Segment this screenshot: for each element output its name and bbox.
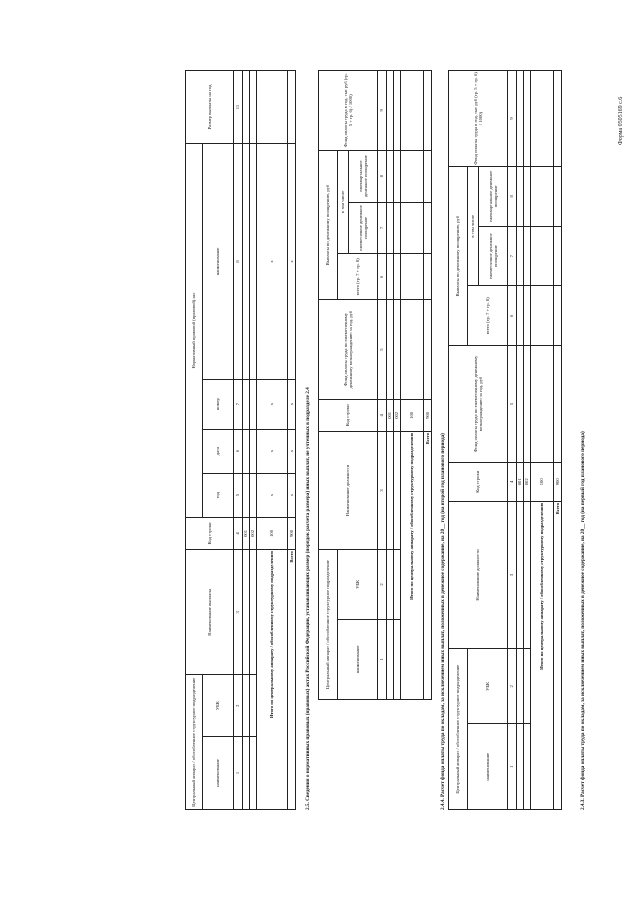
th-position: Наименование должности [449, 501, 508, 648]
th-fund-year: Фонд оплаты труда в год, тыс руб (гр. 5 + гр. 6) / 1000) [449, 71, 508, 167]
form-number: Форма 0505169 с.6 [618, 96, 624, 145]
table-row: Итого по центральному аппарату / обособленному структурному подразделению 100 x x x x [257, 71, 288, 810]
section-2-4-3-title: 2.4.3. Расчет фонда оплаты труда по окладам, за исключением иных выплат, положенных в денежное содержание, на 20__ год (на первый год планового периода) [580, 431, 586, 810]
table-row: 001 [517, 71, 524, 810]
th-name: наименование [468, 724, 508, 810]
th-code: Код строки [449, 462, 508, 501]
th-fund: Фонд оплаты труда по ежемесячному денежному вознаграждению за год, руб [449, 346, 508, 462]
table-row: 001 [387, 71, 394, 700]
th-total: всего (гр. 7 + гр. 8) [468, 286, 508, 346]
table-row: 001 [243, 71, 250, 810]
th-unit: Центральный аппарат / обособленное структурное подразделение [449, 649, 468, 810]
th-monthly: ежемесячное денежное поощрение [479, 226, 508, 286]
table-2-5: Центральный аппарат / обособленное структурное подразделение Наименование выплаты Код строки Нормативный правовой (правовой) акт Размер выплаты на год наименование УБК год дата номер наименование 1 2 3 4 5 6 7 8 11 001 002 Итого по центральному аппарату / обособленному структурному подразделению 100 x x x x Всего 900 x x x x [185, 70, 296, 810]
section-2-5-title: 2.5. Сведения о нормативных правовых (правовых) актах Российской Федерации, устанавливающих размер (порядок расчета размера) иных выплат, не учтенных в подразделе 2.4 [305, 387, 311, 810]
table-2-4-4: Центральный аппарат / обособленное структурное подразделение Наименование должности Код строки Фонд оплаты труда по ежемесячному денежному вознаграждению за год, руб Выплаты по денежному поощрению, руб Фонд оплаты труда в год, тыс руб (гр. 5 + гр. 6) / 1000) наименование УБК всего (гр. 7 + гр. 8) в том числе ежемесячное денежное поощрение ежеквартальное денежное поощрение 1 2 3 4 5 6 7 8 9 001 002 Итого по центральному аппарату / обособленному структурному подразделению 100 Всего 900 [318, 70, 432, 700]
th-payouts: Выплаты по денежному поощрению, руб [449, 166, 468, 345]
table-row: 002 [394, 71, 401, 700]
table-row: Всего 900 [554, 71, 562, 810]
th-ucc: УБК [468, 649, 508, 724]
table-row: Всего 900 x x x x [288, 71, 296, 810]
table-row: Итого по центральному аппарату / обособленному структурному подразделению 100 [531, 71, 554, 810]
table-row: 002 [250, 71, 257, 810]
table-row: Всего 900 [424, 71, 432, 700]
table-row: 002 [524, 71, 531, 810]
table-row: Итого по центральному аппарату / обособленному структурному подразделению 100 [401, 71, 424, 700]
table-2-4-3: Центральный аппарат / обособленное структурное подразделение Наименование должности Код строки Фонд оплаты труда по ежемесячному денежному вознаграждению за год, руб Выплаты по денежному поощрению, руб Фонд оплаты труда в год, тыс руб (гр. 5 + гр. 6) / 1000) наименование УБК всего (гр. 7 + гр. 8) в том числе ежемесячное денежное поощрение ежеквартальное денежное поощрение 1 2 3 4 5 6 7 8 9 001 002 Итого по центральному аппарату / обособленному структурному подразделению 100 Всего 900 [448, 70, 562, 810]
th-incl: в том числе [468, 166, 479, 286]
section-2-4-4-title: 2.4.4. Расчет фонда оплаты труда по окладам, за исключением иных выплат, положенных в денежное содержание, на 20__ год (на второй год планового периода) [440, 433, 446, 810]
th-quarterly: ежеквартальное денежное поощрение [479, 166, 508, 226]
